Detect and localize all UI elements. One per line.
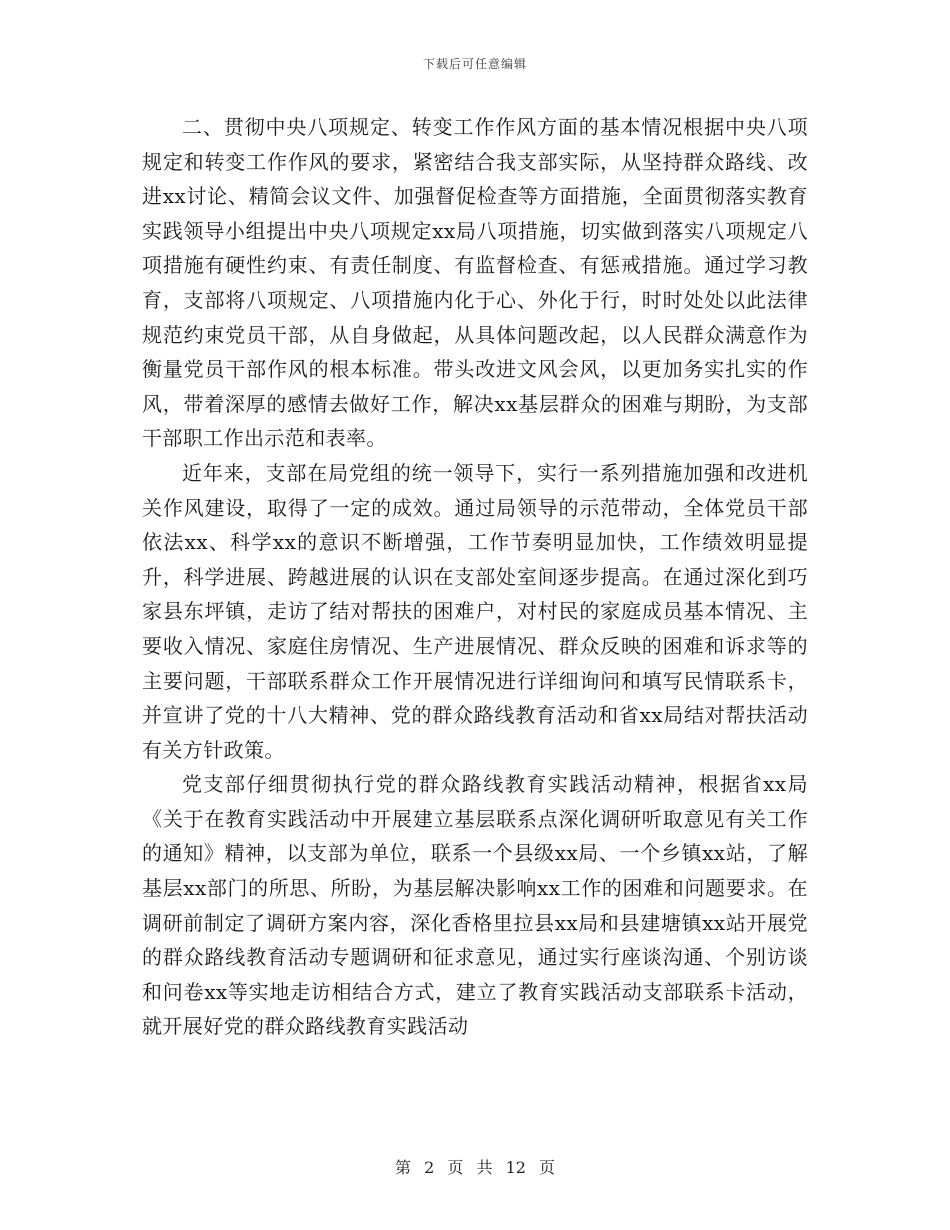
header-note: 下载后可任意编辑 (422, 57, 527, 71)
page-footer (0, 1155, 950, 1178)
paragraph-1: 二、贯彻中央八项规定、转变工作作风方面的基本情况根据中央八项规定和转变工作作风的要求，紧密结合我支部实际，从坚持群众路线、改进xx讨论、精简会议文件、加强督促检查等方面措施，全面贯彻落实教育实践领导小组提出中央八项规定xx局八项措施，切实做到落实八项规定八项措施有硬性约束、有责任制度、有监督检查、有惩戒措施。通过学习教育，支部将八项规定、八项措施内化于心、外化于行，时时处处以此法律规范约束党员干部，从自身做起，从具体问题改起，以人民群众满意作为衡量党员干部作风的根本标准。带头改进文风会风，以更加务实扎实的作风，带着深厚的感情去做好工作，解决xx基层群众的困难与期盼，为支部干部职工作出示范和表率。 (142, 115, 808, 451)
footer-label-gong: 共 (476, 1158, 493, 1177)
footer-label-ye: 页 (447, 1158, 464, 1177)
footer-label-di: 第 (394, 1158, 411, 1177)
body-text (142, 110, 808, 1044)
footer-total-pages: 12 (505, 1158, 526, 1177)
paragraph-2: 近年来，支部在局党组的统一领导下，实行一系列措施加强和改进机关作风建设，取得了一定的成效。通过局领导的示范带动，全体党员干部依法xx、科学xx的意识不断增强，工作节奏明显加快，工作绩效明显提升，科学进展、跨越进展的认识在支部处室间逐步提高。在通过深化到巧家县东坪镇，走访了结对帮扶的困难户，对村民的家庭成员基本情况、主要收入情况、家庭住房情况、生产进展情况、群众反映的困难和诉求等的主要问题，干部联系群众工作开展情况进行详细询问和填写民情联系卡，并宣讲了党的十八大精神、党的群众路线教育活动和省xx局结对帮扶活动有关方针政策。 (142, 460, 808, 762)
footer-current-page: 2 (424, 1158, 435, 1177)
footer-label-ye-end: 页 (539, 1158, 556, 1177)
paragraph-3: 党支部仔细贯彻执行党的群众路线教育实践活动精神，根据省xx局《关于在教育实践活动中开展建立基层联系点深化调研听取意见有关工作的通知》精神，以支部为单位，联系一个县级xx局、一个乡镇xx站，了解基层xx部门的所思、所盼，为基层解决影响xx工作的困难和问题要求。在调研前制定了调研方案内容，深化香格里拉县xx局和县建塘镇xx站开展党的群众路线教育活动专题调研和征求意见，通过实行座谈沟通、个别访谈和问卷xx等实地走访相结合方式，建立了教育实践活动支部联系卡活动，就开展好党的群众路线教育实践活动 (142, 772, 808, 1039)
